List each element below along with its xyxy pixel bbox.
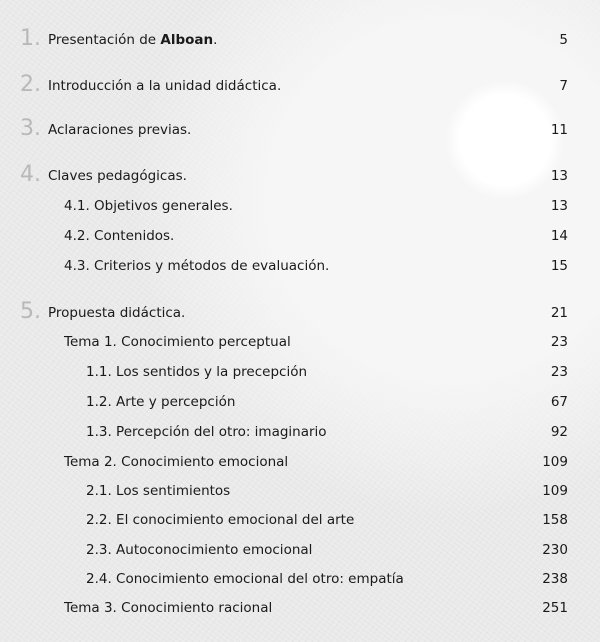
page-number: 14 — [550, 228, 568, 244]
toc-entry — [0, 228, 600, 250]
toc-entry-title — [48, 78, 281, 94]
toc-entry — [0, 162, 600, 190]
toc-entry-title — [48, 168, 187, 184]
toc-entry — [0, 198, 600, 220]
toc-entry-title — [64, 228, 174, 244]
section-number: 3. — [20, 116, 41, 141]
toc-entry-text: 1.3. Percepción del otro: imaginario — [86, 424, 327, 440]
toc-entry — [0, 26, 600, 54]
toc-entry-text: 4.2. Contenidos. — [64, 228, 175, 244]
page-number: 13 — [550, 168, 568, 184]
toc-entry-title — [86, 364, 307, 380]
page-number: 23 — [550, 334, 568, 350]
toc-entry-text: 2.2. El conocimiento emocional del arte — [86, 512, 355, 528]
page-number: 230 — [542, 542, 568, 558]
toc-entry — [0, 512, 600, 534]
toc-entry — [0, 600, 600, 622]
toc-entry-title — [48, 122, 191, 138]
toc-entry-text: 1.1. Los sentidos y la precepción — [86, 364, 308, 380]
page-number: 251 — [542, 600, 568, 616]
section-number: 4. — [20, 162, 41, 187]
toc-entry-text: Aclaraciones previas. — [48, 122, 192, 138]
toc-entry — [0, 394, 600, 416]
toc-entry — [0, 299, 600, 327]
toc-entry — [0, 364, 600, 386]
page-number: 11 — [550, 122, 568, 138]
toc-entry-text: 2.1. Los sentimientos — [86, 483, 231, 499]
page-number: 21 — [550, 305, 568, 321]
toc-entry-title — [64, 600, 272, 616]
page-number: 109 — [542, 483, 568, 499]
toc-entry-bold-text: Alboan — [160, 32, 214, 48]
toc-entry-title — [86, 483, 230, 499]
toc-entry-title — [48, 305, 185, 321]
toc-entry-text: 4.3. Criterios y métodos de evaluación. — [64, 258, 330, 274]
toc-entry-text: Claves pedagógicas. — [48, 168, 187, 184]
toc-entry-title — [64, 334, 291, 350]
toc-entry — [0, 116, 600, 144]
toc-entry-text: 2.3. Autoconocimiento emocional — [86, 542, 313, 558]
toc-entry-title — [86, 394, 235, 410]
toc-entry-text: Propuesta didáctica. — [48, 305, 186, 321]
toc-entry-text: Tema 3. Conocimiento racional — [64, 600, 273, 616]
toc-entry-title — [86, 424, 327, 440]
section-number: 5. — [20, 299, 41, 324]
page-number: 67 — [550, 394, 568, 410]
section-number: 2. — [20, 72, 41, 97]
page-number: 7 — [559, 78, 568, 94]
toc-entry-text: 1.2. Arte y percepción — [86, 394, 236, 410]
toc-entry-text: Introducción a la unidad didáctica. — [48, 78, 282, 94]
toc-entry — [0, 483, 600, 505]
toc-entry-text: Tema 2. Conocimiento emocional — [64, 454, 289, 470]
page-number: 15 — [550, 258, 568, 274]
toc-entry — [0, 542, 600, 564]
toc-entry — [0, 454, 600, 476]
toc-entry — [0, 334, 600, 356]
toc-entry-text: 2.4. Conocimiento emocional del otro: empatía — [86, 571, 404, 587]
toc-entry-title — [48, 32, 217, 48]
toc-entry-title — [64, 454, 288, 470]
toc-entry — [0, 424, 600, 446]
toc-entry-punctuation: . — [213, 32, 218, 48]
toc-entry — [0, 571, 600, 593]
toc-entry — [0, 258, 600, 280]
toc-entry-text: Presentación de — [48, 32, 161, 48]
page-number: 158 — [542, 512, 568, 528]
page-number: 92 — [550, 424, 568, 440]
toc-entry-title — [86, 571, 404, 587]
toc-entry-title — [64, 258, 329, 274]
toc-entry-text: 4.1. Objetivos generales. — [64, 198, 233, 214]
toc-entry-title — [86, 512, 354, 528]
toc-entry — [0, 72, 600, 100]
page-number: 23 — [550, 364, 568, 380]
toc-entry-title — [86, 542, 312, 558]
page-number: 13 — [550, 198, 568, 214]
page-number: 109 — [542, 454, 568, 470]
toc-entry-title — [64, 198, 233, 214]
toc-entry-text: Tema 1. Conocimiento perceptual — [64, 334, 291, 350]
page-number: 238 — [542, 571, 568, 587]
page-number: 5 — [559, 32, 568, 48]
section-number: 1. — [20, 26, 41, 51]
